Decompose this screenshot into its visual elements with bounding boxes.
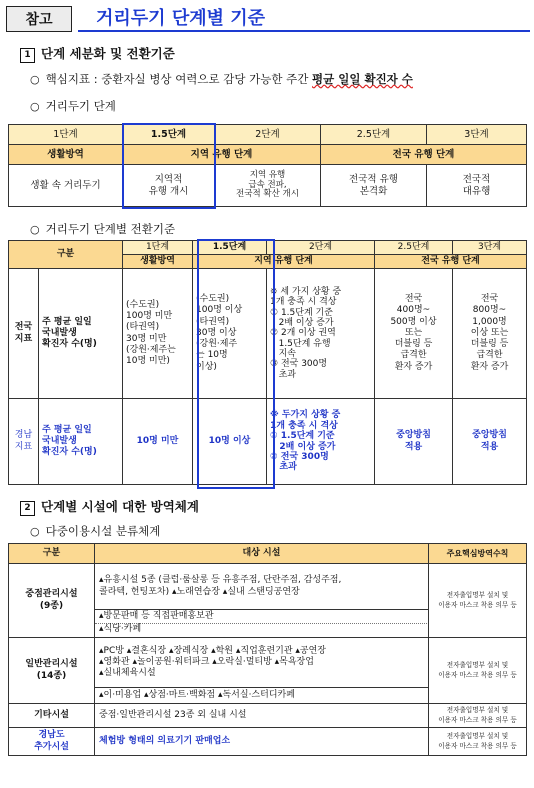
criteria-group-regional: 지역 유행 단계 xyxy=(193,255,375,269)
key-indicator-text: 핵심지표 : 중환자실 병상 여력으로 감당 가능한 주간 xyxy=(45,72,313,86)
stage-1-desc: 생활 속 거리두기 xyxy=(9,165,123,207)
gyeongnam-stage-1-5: 10명 이상 xyxy=(193,399,267,485)
priority-facilities-list-2 xyxy=(95,610,429,638)
general-facilities-category: 일반관리시설 (14종) xyxy=(9,638,95,704)
group-national: 전국 유행 단계 xyxy=(321,145,527,165)
national-label: 전국 지표 xyxy=(9,269,39,399)
section-1-number: 1 xyxy=(20,48,35,63)
national-indicator: 주 평균 일일 국내발생 확진자 수(명) xyxy=(39,269,123,399)
priority-facilities-restaurant: ▴식당·카페 xyxy=(95,623,427,636)
criteria-stage-3: 3단계 xyxy=(453,241,527,255)
gyeongnam-stage-3: 중앙방침 적용 xyxy=(453,399,527,485)
criteria-stage-1-5: 1.5단계 xyxy=(193,241,267,255)
title-underline xyxy=(78,30,530,32)
bullet-circle-icon: ○ xyxy=(30,100,40,113)
criteria-group-national: 전국 유행 단계 xyxy=(375,255,527,269)
stage-1-5-header: 1.5단계 xyxy=(123,125,215,145)
other-facilities-category: 기타시설 xyxy=(9,704,95,728)
stage-2-desc: 지역 유행 급속 전파, 전국적 확산 개시 xyxy=(215,165,321,207)
stages-table xyxy=(8,124,527,207)
gyeongnam-stage-2: ※ 두가지 상황 중 1개 충족 시 격상 ① 1.5단계 기준 2배 이상 증가 ② 전국 300명 초과 xyxy=(267,399,375,485)
priority-facilities-list-1: ▴유흥시설 5종 (클럽·룸살롱 등 유흥주점, 단란주점, 감성주점, 콜라텍, 헌팅포차) ▴노래연습장 ▴실내 스탠딩공연장 xyxy=(95,564,429,610)
national-stage-1: (수도권) 100명 미만 (타권역) 30명 미만 (강원·제주는 10명 미만) xyxy=(123,269,193,399)
section-2-title: 단계별 시설에 대한 방역체계 xyxy=(41,499,199,514)
reference-badge: 참고 xyxy=(6,6,72,32)
section-2-heading xyxy=(20,497,199,516)
criteria-header-label: 구분 xyxy=(9,241,123,269)
criteria-bullet-text: 거리두기 단계별 전환기준 xyxy=(45,222,176,236)
facilities-bullet-text: 다중이용시설 분류체계 xyxy=(45,524,161,538)
criteria-stage-1: 1단계 xyxy=(123,241,193,255)
gyeongnam-additional-rule: 전자출입명부 설치 및 이용자 마스크 착용 의무 등 xyxy=(429,728,527,756)
stage-2-5-header: 2.5단계 xyxy=(321,125,427,145)
general-facilities-list-2: ▴이·미용업 ▴상점·마트·백화점 ▴독서실·스터디카페 xyxy=(95,688,429,704)
bullet-circle-icon: ○ xyxy=(30,223,40,236)
facilities-header-category: 구분 xyxy=(9,544,95,564)
stages-bullet xyxy=(30,98,116,114)
key-indicator-emphasis: 평균 일일 확진자 수 xyxy=(312,72,413,86)
gyeongnam-indicator: 주 평균 일일 국내발생 확진자 수(명) xyxy=(39,399,123,485)
general-facilities-rule: 전자출입명부 설치 및 이용자 마스크 착용 의무 등 xyxy=(429,638,527,704)
stage-2-header: 2단계 xyxy=(215,125,321,145)
facilities-header-targets: 대상 시설 xyxy=(95,544,429,564)
priority-facilities-sales: ▴방문판매 등 직접판매홍보관 xyxy=(99,611,214,622)
group-regional: 지역 유행 단계 xyxy=(123,145,321,165)
criteria-group-daily-life: 생활방역 xyxy=(123,255,193,269)
gyeongnam-stage-2-5: 중앙방침 적용 xyxy=(375,399,453,485)
gyeongnam-additional-list: 체험방 형태의 의료기기 판매업소 xyxy=(95,728,429,756)
other-facilities-list: 중점·일반관리시설 23종 외 실내 시설 xyxy=(95,704,429,728)
general-facilities-list-1: ▴PC방 ▴결혼식장 ▴장례식장 ▴학원 ▴직업훈련기관 ▴공연장 ▴영화관 ▴놀이공원·워터파크 ▴오락실·멀티방 ▴목욕장업 ▴실내체육시설 xyxy=(95,638,429,688)
national-stage-3: 전국 800명~ 1,000명 이상 또는 더블링 등 급격한 환자 증가 xyxy=(453,269,527,399)
page-title: 거리두기 단계별 기준 xyxy=(96,8,266,29)
priority-facilities-rule: 전자출입명부 설치 및 이용자 마스크 착용 의무 등 xyxy=(429,564,527,638)
stage-1-5-desc: 지역적 유행 개시 xyxy=(123,165,215,207)
section-1-heading xyxy=(20,44,175,63)
section-1-title: 단계 세분화 및 전환기준 xyxy=(41,46,175,61)
criteria-bullet xyxy=(30,221,175,237)
bullet-circle-icon: ○ xyxy=(30,525,40,538)
group-daily-life: 생활방역 xyxy=(9,145,123,165)
stage-3-desc: 전국적 대유행 xyxy=(427,165,527,207)
criteria-stage-2: 2단계 xyxy=(267,241,375,255)
other-facilities-rule: 전자출입명부 설치 및 이용자 마스크 착용 의무 등 xyxy=(429,704,527,728)
national-stage-2: ※ 세 가지 상황 중 1개 충족 시 격상 ① 1.5단계 기준 2배 이상 증가 ② 2개 이상 권역 1.5단계 유행 지속 ③ 전국 300명 초과 xyxy=(267,269,375,399)
stage-2-5-desc: 전국적 유행 본격화 xyxy=(321,165,427,207)
stages-bullet-text: 거리두기 단계 xyxy=(45,99,116,113)
bullet-circle-icon: ○ xyxy=(30,73,40,86)
priority-facilities-category: 중점관리시설 (9종) xyxy=(9,564,95,638)
criteria-table xyxy=(8,240,527,485)
stage-1-header: 1단계 xyxy=(9,125,123,145)
section-2-number: 2 xyxy=(20,501,35,516)
national-stage-1-5: (수도권) 100명 이상 (타권역) 30명 이상 (강원·제주 는 10명 이상) xyxy=(193,269,267,399)
stage-3-header: 3단계 xyxy=(427,125,527,145)
gyeongnam-additional-category: 경남도 추가시설 xyxy=(9,728,95,756)
gyeongnam-label: 경남 지표 xyxy=(9,399,39,485)
national-stage-2-5: 전국 400명~ 500명 이상 또는 더블링 등 급격한 환자 증가 xyxy=(375,269,453,399)
facilities-header-rules: 주요핵심방역수칙 xyxy=(429,544,527,564)
criteria-stage-2-5: 2.5단계 xyxy=(375,241,453,255)
key-indicator-bullet xyxy=(30,71,413,87)
facilities-bullet xyxy=(30,523,160,539)
facilities-table xyxy=(8,543,527,756)
gyeongnam-stage-1: 10명 미만 xyxy=(123,399,193,485)
